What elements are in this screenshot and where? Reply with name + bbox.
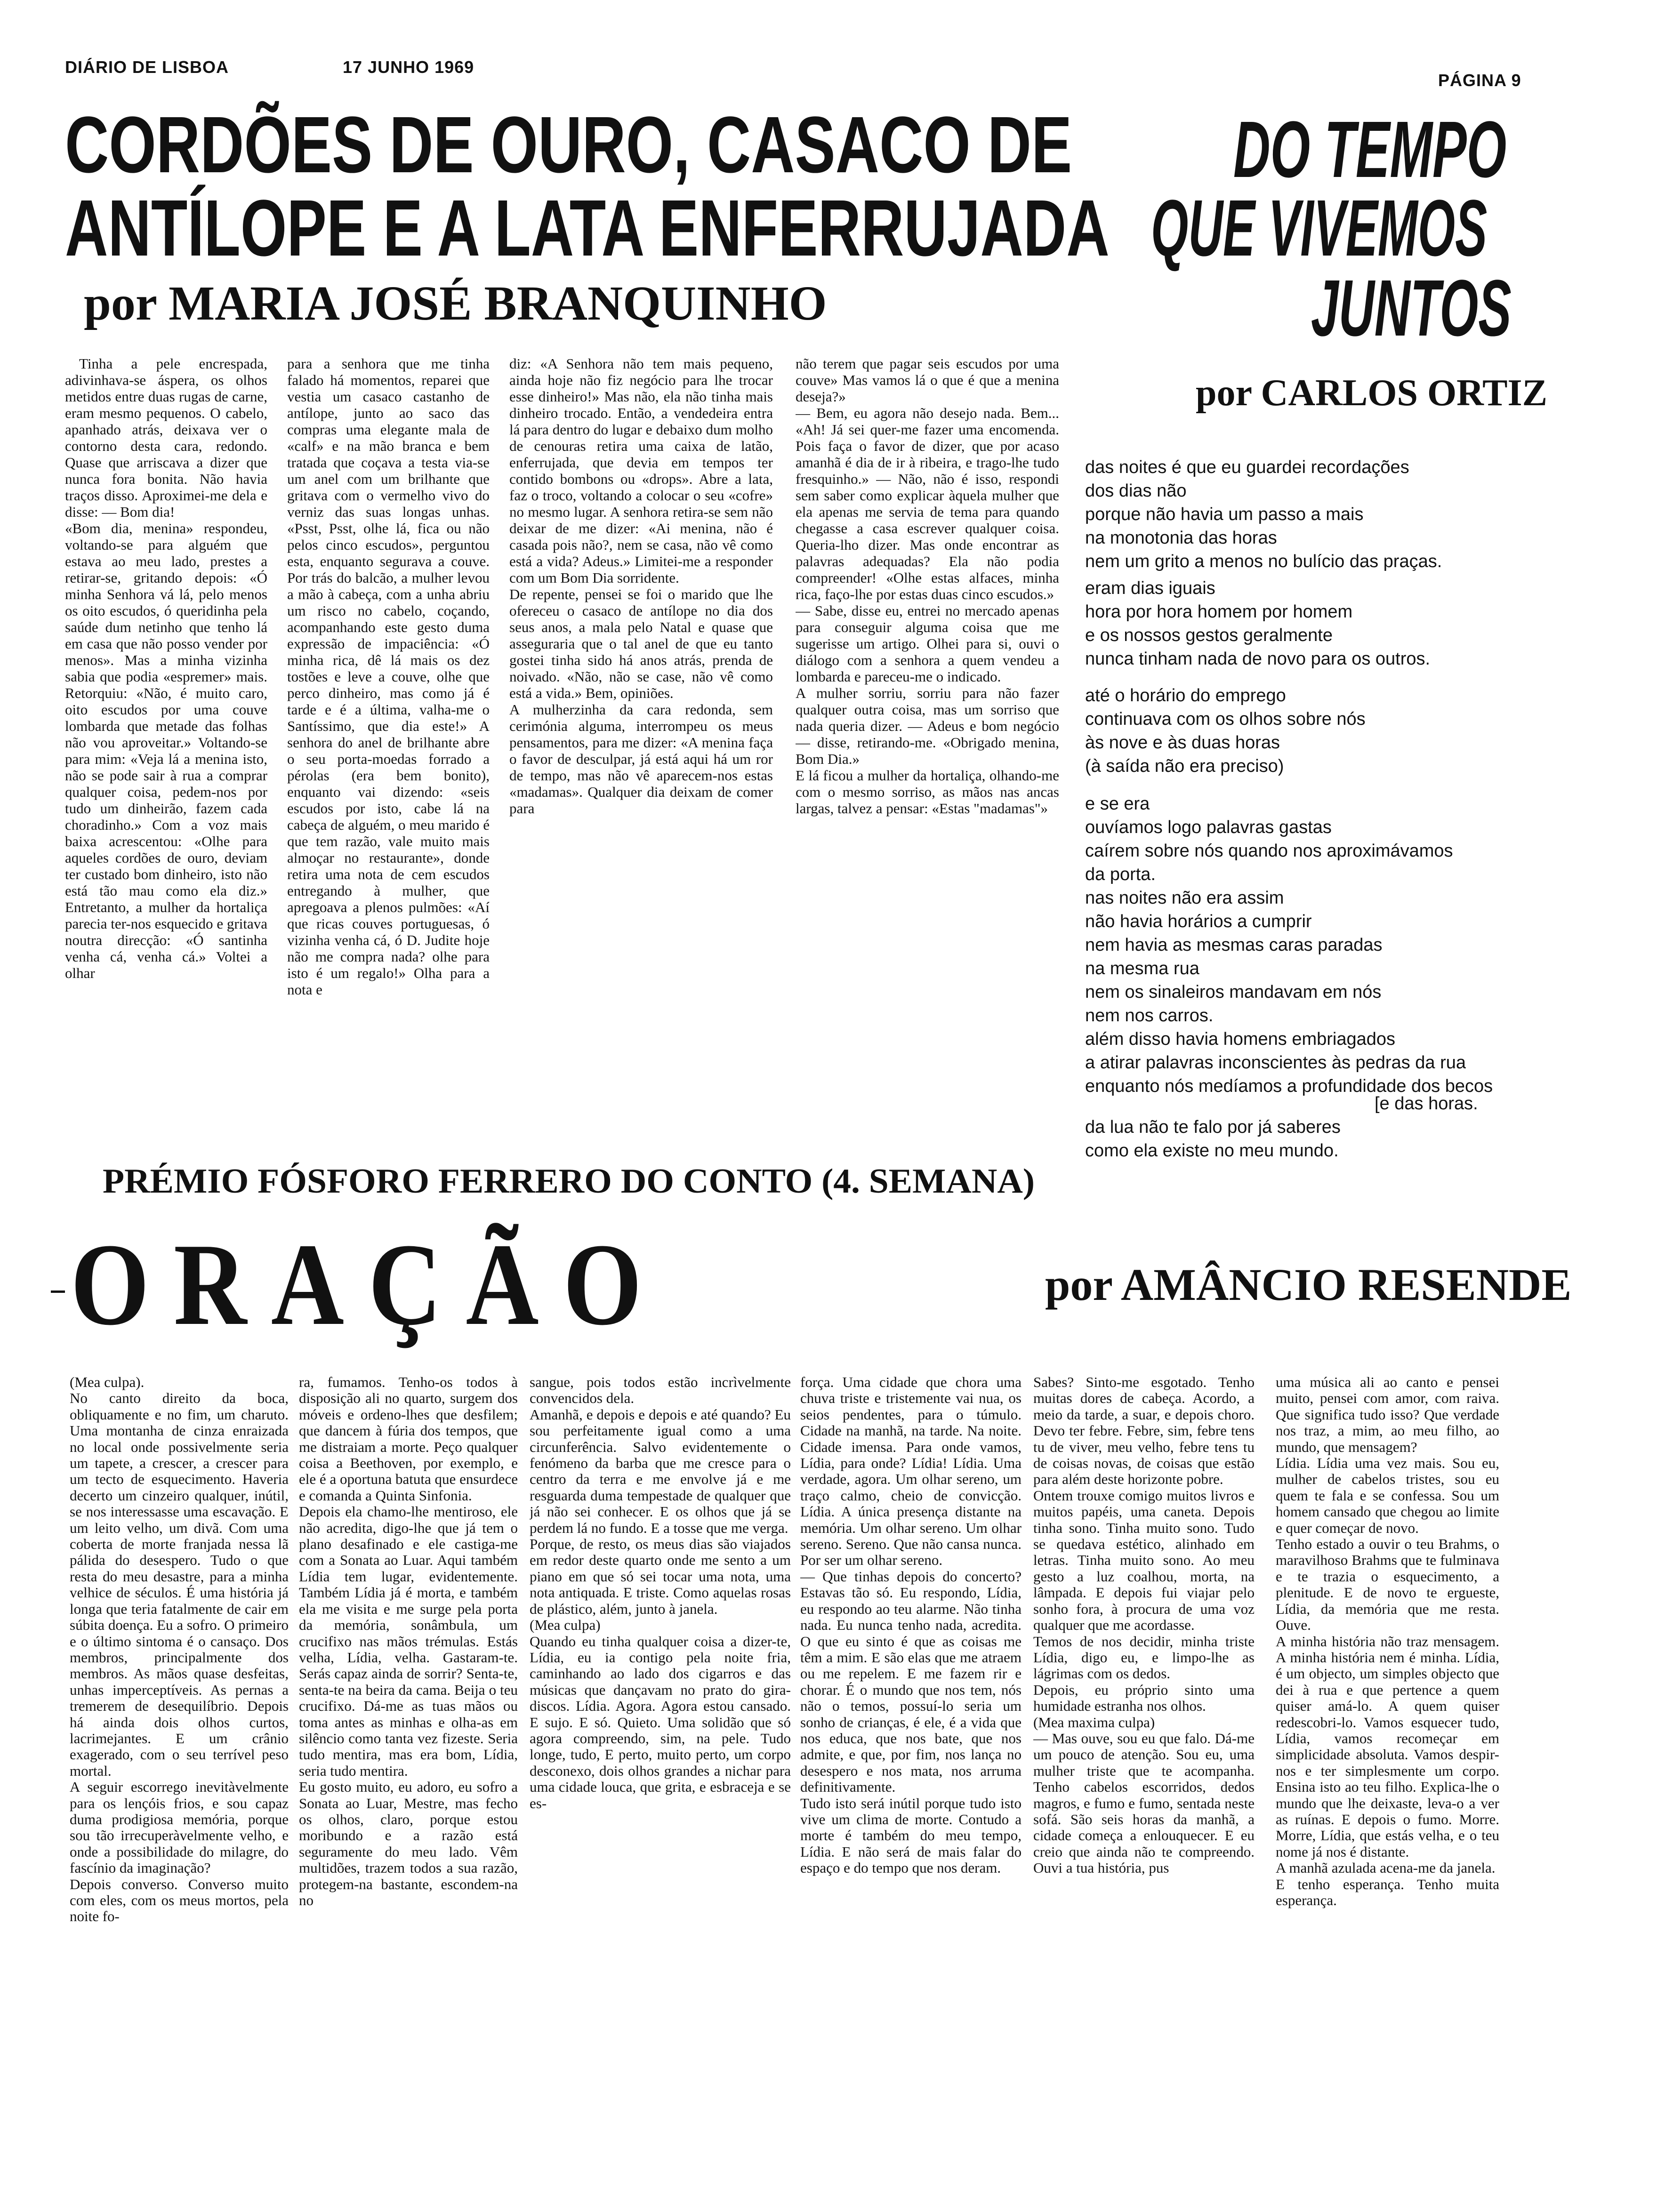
story2-headline-line1: DO TEMPO [1233,105,1507,194]
story2-headline-line2: QUE VIVEMOS [1151,184,1488,273]
newspaper-name: DIÁRIO DE LISBOA [65,57,229,77]
story3-column-4: força. Uma cidade que chora uma chuva triste e tristemente vai nua, os seios pendentes, para o túmulo. Cidade na manhã, na tarde. Na noite. Cidade imensa. Para onde vamos, Lídia, para onde? Lídia! Lídia. Uma verdade, agora. Um olhar sereno, um traço calmo, cheio de convicção. Lídia. A única presença distante na memória. Um olhar sereno. Um olhar sereno. Sereno. Que não cansa nunca. Por ser um olhar sereno. — Que tinhas depois do concerto? Estavas tão só. Eu respondo, Lídia, eu respondo ao teu alarme. Não tinha nada. Eu nunca tenho nada, acredita. O que eu sinto é que as coisas me têm a mim. E são elas que me atraem ou me repelem. E me fazem rir e chorar. É o mundo que nos tem, nós não o temos, possuí-lo seria um sonho de crianças, é ele, é a vida que nos educa, que nos bate, que nos admite, e que, por fim, nos lança no desespero e nos mata, nos arruma definitivamente. Tudo isto será inútil porque tudo isto vive um clima de morte. Contudo a morte é também do meu tempo, Lídia. E não será de mais falar do espaço e do tempo que nos deram. [800,1374,1022,1876]
poem-stanza-5: da lua não te falo por já saberes como ela existe no meu mundo. [1085,1117,1341,1161]
story1-column-2: para a senhora que me tinha falado há momentos, reparei que vestia um casaco castanho de antílope, junto ao saco das compras uma elegante mala de «calf» e na mão branca e bem tratada que coçava a testa via-se um anel com um brilhante que gritava com o vermelho vivo do verniz das suas longas unhas. «Psst, Psst, olhe lá, fica ou não pelos cinco escudos», perguntou esta, enquanto segurava a couve. Por trás do balcão, a mulher levou a mão à cabeça, com a unha abriu um risco no cabelo, coçando, acompanhando este gesto duma expressão de impaciência: «Ó minha rica, dê lá mais os dez tostões e leve a couve, olhe que perco dinheiro, mas como já é tarde e é a última, valha-me o Santíssimo, que dia este!» A senhora do anel de brilhante abre o seu porta-moedas forrado a pérolas (era bem bonito), enquanto vai dizendo: «seis escudos por isto, cabe lá na cabeça de alguém, o meu marido é que tem razão, vale muito mais almoçar no restaurante», donde retira uma nota de cem escudos entregando à mulher, que apregoava a plenos pulmões: «Aí que ricas couves portuguesas, ó vizinha venha cá, ó D. Judite hoje não me compra nada? olhe para isto é um regalo!» Olha para a nota e [287,355,490,998]
story1-column-3: diz: «A Senhora não tem mais pequeno, ainda hoje não fiz negócio para lhe trocar esse dinheiro!» Mas não, ela não tinha mais dinheiro trocado. Então, a vendedeira entra lá para dentro do lugar e debaixo dum molho de cenouras retira uma caixa de latão, enferrujada, que devia em tempos ter contido bombons ou «drops». Abre a lata, faz o troco, voltando a colocar o seu «cofre» no mesmo lugar. A senhora retira-se sem não deixar de me dizer: «Ai menina, não é casada pois não?, nem se casa, não vê como está a vida? Adeus.» Limitei-me a responder com um Bom Dia sorridente. De repente, pensei se foi o marido que lhe ofereceu o casaco de antílope no dia dos seus anos, a mala pelo Natal e quase que asseguraria que o tal anel de que eu tanto gostei tinha sido há anos atrás, prenda de noivado. «Não, não se case, não vê como está a vida.» Bem, opiniões. A mulherzinha da cara redonda, sem cerimónia alguma, interrompeu os meus pensamentos, para me dizer: «A menina faça o favor de desculpar, já está aqui há um ror de tempo, mas não vê aparecem-nos estas «madamas». Qualquer dia deixam de comer para [509,355,773,817]
poem-stanza-1: das noites é que eu guardei recordações dos dias não porque não havia um passo a mais na monotonia das horas nem um grito a menos no bulício das praças. [1085,457,1442,571]
title-rule [51,1290,65,1293]
poem-stanza-3: até o horário do emprego continuava com os olhos sobre nós às nove e às duas horas (à saída não era preciso) [1085,686,1366,776]
story3-column-1: (Mea culpa). No canto direito da boca, obliquamente e no fim, um charuto. Uma montanha de cinza enraizada no local onde possivelmente seria um tapete, a crescer, a crescer para um tecto de esquecimento. Haveria decerto um cinzeiro qualquer, inútil, se nos interessasse uma escavação. E um leito velho, um divã. Com uma coberta de morte franjada nessa lã pálida do desespero. Tudo o que resta do meu desastre, para a minha velhice de séculos. É uma história já longa que teria fatalmente de cair em súbita doença. Eu a sofro. O primeiro e o último sintoma é o cansaço. Dos membros, principalmente dos membros. As mãos quase desfeitas, unhas imperceptíveis. As pernas a tremerem de desequilíbrio. Depois há ainda dois olhos curtos, lacrimejantes. E um crânio exagerado, com o seu terrível peso mortal. A seguir escorrego inevitàvelmente para os lençóis frios, e sou capaz duma prodigiosa memória, porque sou tão irrecuperàvelmente velho, e onde a possibilidade do milagre, do fascínio da imaginação? Depois converso. Converso muito com eles, com os meus mortos, pela noite fo- [70,1374,289,1925]
story1-column-4: não terem que pagar seis escudos por uma couve» Mas vamos lá o que é que a menina deseja?» — Bem, eu agora não desejo nada. Bem... «Ah! Já sei quer-me fazer uma encomenda. Pois faça o favor de dizer, que por acaso amanhã é dia de ir à ribeira, e trago-lhe tudo fresquinho.» — Não, não é isso, respondi sem saber como explicar àquela mulher que ela apenas me servia de tema para quando chegasse a casa escrever qualquer coisa. Queria-lho dizer. Mas onde encontrar as palavras adequadas? Ela não podia compreender! «Olhe estas alfaces, minha rica, faço-lhe por estas duas cinco escudos.» — Sabe, disse eu, entrei no mercado apenas para conseguir alguma coisa que me sugerisse um artigo. Olhei para si, ouvi o diálogo com a senhora a quem vendeu a lombarda e pareceu-me o indicado. A mulher sorriu, sorriu para não fazer qualquer outra coisa, mas um sorriso que nada queria dizer. — Adeus e bom negócio — disse, retirando-me. «Obrigado menina, Bom Dia.» E lá ficou a mulher da hortaliça, olhando-me com o mesmo sorriso, as mãos nas ancas largas, talvez a pensar: «Estas "madamas"» [796,355,1059,817]
story1-column-1: Tinha a pele encrespada, adivinhava-se áspera, os olhos metidos entre duas rugas de carne, eram mesmo pequenos. O cabelo, apanhado atrás, deixava ver o contorno desta cara, redondo. Quase que arriscava a dizer que nunca fora bonita. Não havia traços disso. Aproximei-me dela e disse: — Bom dia! «Bom dia, menina» respondeu, voltando-se para alguém que estava ao meu lado, prestes a retirar-se, gritando depois: «Ó minha Senhora vá lá, pelo menos os oito escudos, ó queridinha pela saúde dum netinho que tenho lá em casa que não posso vender por menos». Mas a minha vizinha sabia que podia «espremer» mais. Retorquiu: «Não, é muito caro, oito escudos por uma couve lombarda que metade das folhas não vou aproveitar.» Voltando-se para mim: «Veja lá a menina isto, não se pode sair à rua a comprar qualquer coisa, pedem-nos por tudo um dinheirão, fazem cada choradinho.» Com a voz mais baixa acrescentou: «Olhe para aqueles cordões de ouro, deviam ter custado bom dinheiro, isto não está tão mau como ela diz.» Entretanto, a mulher da hortaliça parecia ter-nos esquecido e gritava noutra direcção: «Ó santinha venha cá, venha cá.» Voltei a olhar [65,355,267,981]
story2-byline: por CARLOS ORTIZ [1196,372,1547,414]
story3-column-5: Sabes? Sinto-me esgotado. Tenho muitas dores de cabeça. Acordo, a meio da tarde, a suar, e depois choro. Devo ter febre. Febre, sim, febre tens tu de viver, meu velho, febre tens tu de coisas novas, de coisas que estão para além deste horizonte pobre. Ontem trouxe comigo muitos livros e muitos papéis, uma caneta. Depois tinha sono. Tinha muito sono. Tudo se quedava estético, alinhado em letras. Tinha muito sono. Ao meu gesto a luz coalhou, morta, na lâmpada. E depois fui viajar pelo sonho fora, à procura de uma voz qualquer que me acordasse. Temos de nos decidir, minha triste Lídia, digo eu, e limpo-lhe as lágrimas com os dedos. Depois, eu próprio sinto uma humidade estranha nos olhos. (Mea maxima culpa) — Mas ouve, sou eu que falo. Dá-me um pouco de atenção. Sou eu, uma mulher triste que te acompanha. Tenho cabelos escorridos, dedos magros, e fumo e fumo, sentada neste sofá. São seis horas da manhã, a cidade começa a enlouquecer. E eu creio que ainda não te compreendo. Ouvi a tua história, pus [1033,1374,1255,1876]
story1-byline: por MARIA JOSÉ BRANQUINHO [84,276,827,330]
issue-date: 17 JUNHO 1969 [343,57,475,77]
contest-title: PRÉMIO FÓSFORO FERRERO DO CONTO (4. SEMANA) [103,1162,1035,1201]
story2-headline-line3: JUNTOS [1311,264,1512,353]
story3-title: ORAÇÃO [71,1219,667,1350]
page-number: PÁGINA 9 [1438,71,1521,90]
story3-column-6: uma música ali ao canto e pensei muito, pensei com amor, com raiva. Que significa tudo isso? Que verdade nos traz, a mim, ao meu filho, ao mundo, que mensagem? Lídia. Lídia uma vez mais. Sou eu, mulher de cabelos tristes, sou eu quem te fala e se confessa. Sou um homem cansado que chegou ao limite e quer começar de novo. Tenho estado a ouvir o teu Brahms, o maravilhoso Brahms que te fulminava e te trazia o esquecimento, a plenitude. E de novo te ergueste, Lídia, da memória que me resta. Ouve. A minha história não traz mensagem. A minha história nem é minha. Lídia, é um objecto, um simples objecto que dei à rua e que pertence a quem quiser amá-lo. A quem quiser redescobri-lo. Vamos esquecer tudo, Lídia, vamos recomeçar em simplicidade absoluta. Vamos despir-nos e ter simplesmente um corpo. Ensina isto ao teu filho. Explica-lhe o mundo que lhe deixaste, leva-o a ver as ruínas. E depois o fumo. Morre. Morre, Lídia, que estás velha, e o teu nome já nos é distante. A manhã azulada acena-me da janela. E tenho esperança. Tenho muita esperança. [1276,1374,1499,1908]
poem-continuation: [e das horas. [1375,1094,1478,1114]
story3-column-3: sangue, pois todos estão incrìvelmente convencidos dela. Amanhã, e depois e depois e até quando? Eu sou perfeitamente igual como a uma circunferência. Salvo evidentemente o fenómeno da barba que me cresce para o centro da terra e me envolve já e me resguarda duma tempestade de qualquer que já não sei conhecer. E os olhos que já se perdem lá no fundo. E a tosse que me verga. Porque, de resto, os meus dias são viajados em redor deste quarto onde me sento a um piano em que só sei tocar uma nota, uma nota antiquada. E triste. Como aquelas rosas de plástico, além, junto à janela. (Mea culpa) Quando eu tinha qualquer coisa a dizer-te, Lídia, eu ia contigo pela noite fria, caminhando ao lado dos cigarros e das músicas que dançavam no prato do gira-discos. Lídia. Agora. Agora estou cansado. E sujo. E só. Quieto. Uma solidão que só agora compreendo, sim, na pele. Tudo longe, tudo, E perto, muito perto, um corpo desconexo, dois olhos grandes a nichar para uma cidade louca, que grita, e esbraceja e se es- [530,1374,791,1811]
story1-headline-line2: ANTÍLOPE E A LATA ENFERRUJADA [65,184,1110,273]
story3-byline: por AMÂNCIO RESENDE [1045,1259,1572,1310]
poem-stanza-2: eram dias iguais hora por hora homem por homem e os nossos gestos geralmente nunca tinham nada de novo para os outros. [1085,578,1431,669]
story1-headline-line1: CORDÕES DE OURO, CASACO DE [65,100,1072,190]
poem-stanza-4: e se era ouvíamos logo palavras gastas caírem sobre nós quando nos aproximávamos da porta. nas noites não era assim não havia horários a cumprir nem havia as mesmas caras paradas na mesma rua nem os sinaleiros mandavam em nós nem nos carros. além disso havia homens embriagados a atirar palavras inconscientes às pedras da rua enquanto nós medíamos a profundidade dos becos [1085,794,1493,1096]
story3-column-2: ra, fumamos. Tenho-os todos à disposição ali no quarto, surgem dos móveis e ordeno-lhes que desfilem; que dancem à fúria dos tempos, que me distraiam a morte. Peço qualquer coisa a Beethoven, por exemplo, e ele é a oportuna batuta que ensurdece e comanda a Quinta Sinfonia. Depois ela chamo-lhe mentiroso, ele não acredita, digo-lhe que já tem o plano desafinado e ele castiga-me com a Sonata ao Luar. Aqui também Lídia tem lugar, evidentemente. Também Lídia já é morta, e também ela me visita e me surge pela porta da memória, sonâmbula, um crucifixo nas mãos trémulas. Estás velha, Lídia, velha. Gastaram-te. Serás capaz ainda de sorrir? Senta-te, senta-te na beira da cama. Beija o teu crucifixo. Dá-me as tuas mãos ou toma antes as minhas e olha-as em silêncio como tanta vez fizeste. Seria tudo mentira, mas era bom, Lídia, seria tudo mentira. Eu gosto muito, eu adoro, eu sofro a Sonata ao Luar, Mestre, mas fecho os olhos, claro, porque estou moribundo e a razão está seguramente do meu lado. Vêm multidões, trazem todos a sua razão, protegem-na bastante, escondem-na no [299,1374,518,1908]
